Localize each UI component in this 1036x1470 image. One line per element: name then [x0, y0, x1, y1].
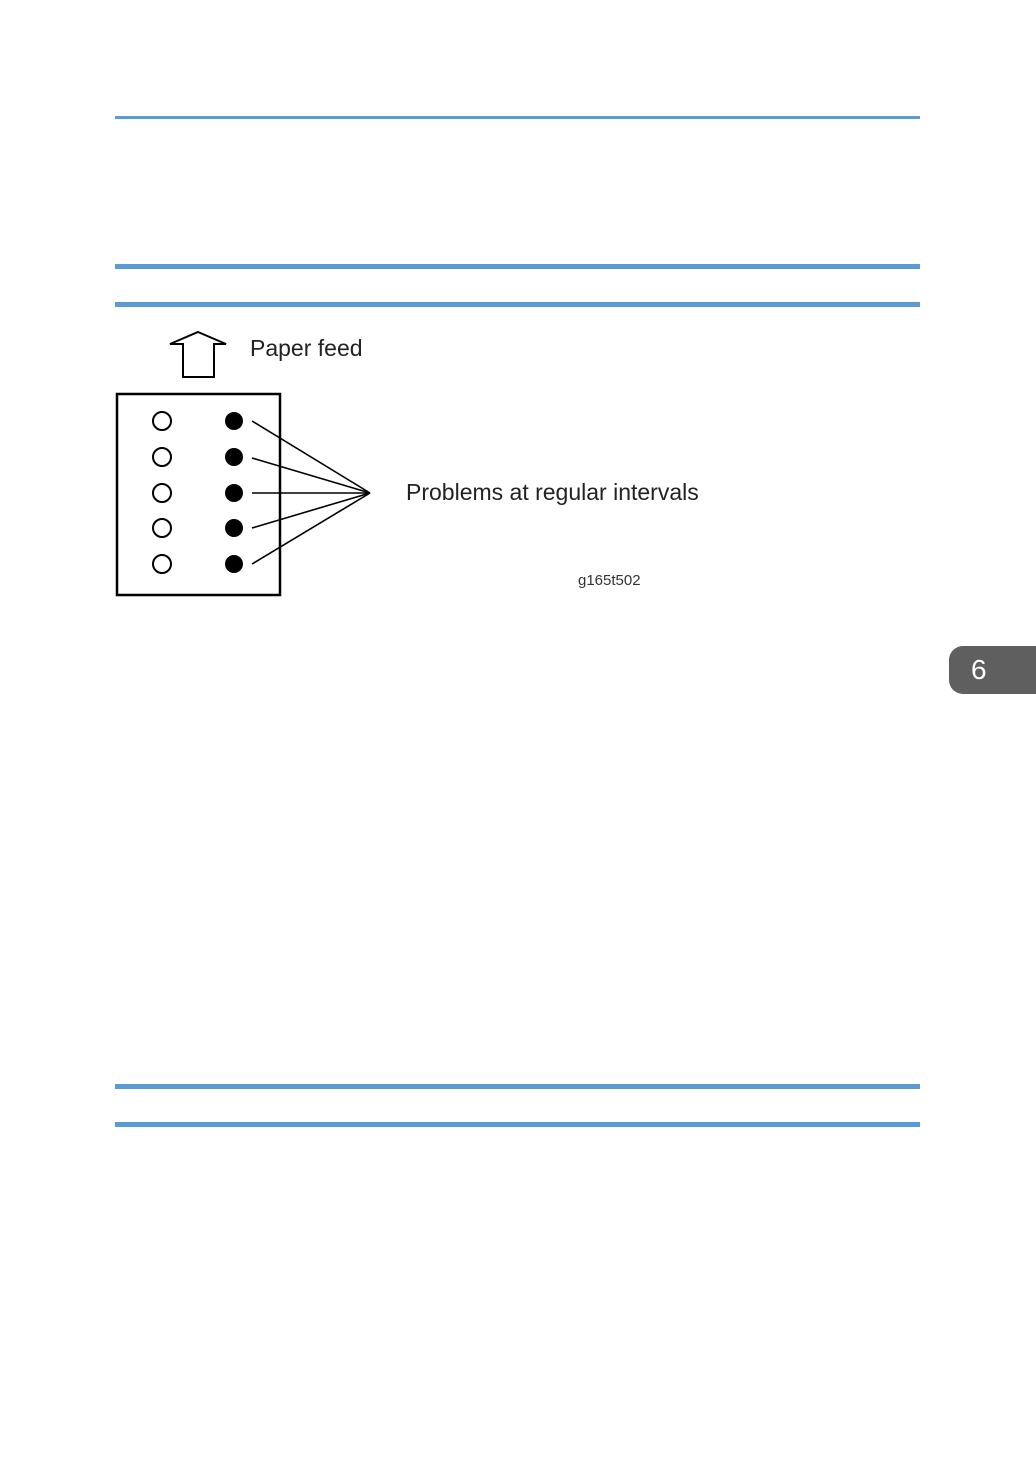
problem-dot	[225, 555, 243, 573]
figure-code: g165t502	[578, 572, 641, 589]
paper-sheet	[117, 394, 280, 595]
problem-dot	[225, 519, 243, 537]
chapter-number: 6	[971, 654, 987, 685]
normal-dot	[153, 519, 171, 537]
section-rule-top-2	[115, 302, 920, 307]
normal-dot	[153, 448, 171, 466]
problem-dot	[225, 412, 243, 430]
normal-dot	[153, 555, 171, 573]
header-rule	[115, 116, 920, 119]
chapter-tab[interactable]	[949, 646, 1036, 694]
normal-dot	[153, 412, 171, 430]
up-arrow-icon	[170, 332, 226, 377]
problems-callout-label: Problems at regular intervals	[406, 479, 699, 505]
figure-drawing	[110, 320, 750, 610]
problem-dot	[225, 448, 243, 466]
normal-dot	[153, 484, 171, 502]
paper-feed-label: Paper feed	[250, 335, 363, 361]
problem-dot	[225, 484, 243, 502]
section-rule-bottom-2	[115, 1122, 920, 1127]
section-rule-top-1	[115, 264, 920, 269]
paper-feed-figure	[110, 320, 750, 610]
section-rule-bottom-1	[115, 1084, 920, 1089]
